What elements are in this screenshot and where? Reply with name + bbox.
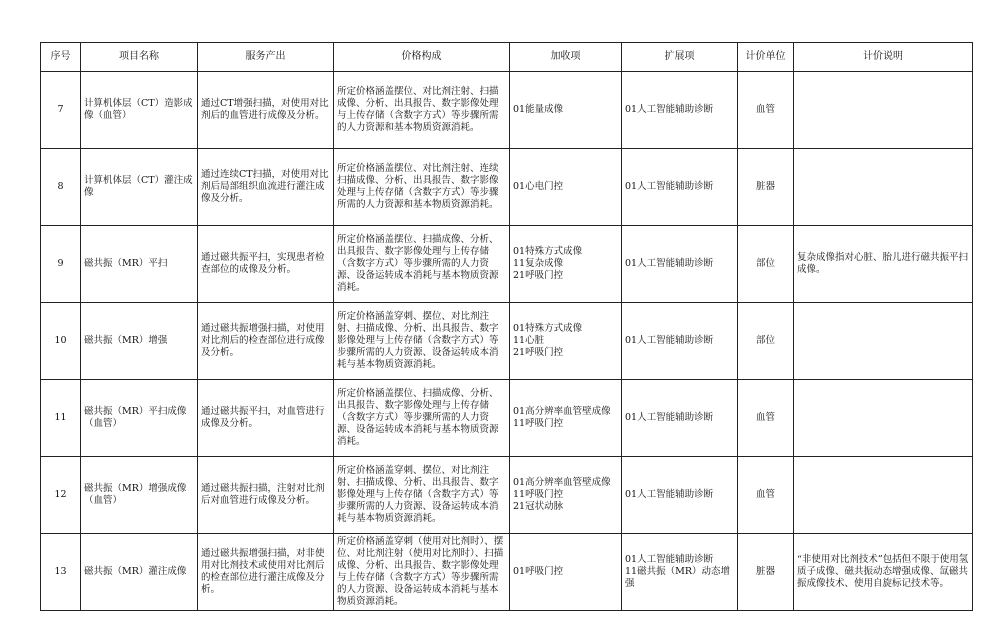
cell-name: 磁共振（MR）增强成像（血管）	[81, 457, 198, 534]
cell-output: 通过磁共振扫描，注射对比剂后对血管进行成像及分析。	[198, 457, 334, 534]
extension-item: 01人工智能辅助诊断	[625, 335, 714, 346]
header-cell-note: 计价说明	[794, 43, 973, 72]
extension-item: 01人工智能辅助诊断	[625, 104, 714, 115]
cell-unit: 血管	[738, 380, 794, 457]
cell-name: 磁共振（MR）灌注成像	[81, 534, 198, 611]
cell-unit: 血管	[738, 72, 794, 149]
cell-note: 复杂成像指对心脏、胎儿进行磁共振平扫成像。	[794, 226, 973, 303]
addon-item: 21呼吸门控	[513, 347, 564, 358]
extension-item: 11磁共振（MR）动态增强	[625, 566, 730, 589]
extension-item: 01人工智能辅助诊断	[625, 489, 714, 500]
header-cell-addons: 加收项	[510, 43, 622, 72]
cell-extensions	[622, 149, 738, 226]
cell-name: 磁共振（MR）增强	[81, 303, 198, 380]
cell-no: 12	[41, 457, 81, 534]
addon-item: 11呼吸门控	[513, 418, 564, 429]
cell-output: 通过连续CT扫描，对使用对比剂后局部组织血流进行灌注成像及分析。	[198, 149, 334, 226]
cell-extensions	[622, 457, 738, 534]
cell-price: 所定价格涵盖穿刺（使用对比剂时）、摆位、对比剂注射（使用对比剂时）、扫描成像、分析、出具报告、数字影像处理与上传存储（含数字方式）等步骤所需的人力资源、设备运转成本消耗与基本物质资源消耗。	[334, 534, 510, 611]
cell-addons	[510, 72, 622, 149]
cell-output: 通过磁共振平扫，实现患者检查部位的成像及分析。	[198, 226, 334, 303]
extension-item: 01人工智能辅助诊断	[625, 412, 714, 423]
extension-item: 01人工智能辅助诊断	[625, 181, 714, 192]
cell-no: 13	[41, 534, 81, 611]
cell-no: 7	[41, 72, 81, 149]
cell-addons	[510, 303, 622, 380]
addon-item: 11心脏	[513, 335, 545, 346]
cell-note	[794, 149, 973, 226]
table-row	[41, 149, 973, 226]
cell-unit: 脏器	[738, 534, 794, 611]
addon-item: 01呼吸门控	[513, 566, 564, 577]
header-cell-unit: 计价单位	[738, 43, 794, 72]
cell-name: 磁共振（MR）平扫成像（血管）	[81, 380, 198, 457]
header-cell-name: 项目名称	[81, 43, 198, 72]
cell-price: 所定价格涵盖摆位、扫描成像、分析、出具报告、数字影像处理与上传存储（含数字方式）等步骤所需的人力资源、设备运转成本消耗与基本物质资源消耗。	[334, 380, 510, 457]
cell-unit: 部位	[738, 303, 794, 380]
cell-extensions	[622, 226, 738, 303]
cell-addons	[510, 457, 622, 534]
cell-output: 通过CT增强扫描，对使用对比剂后的血管进行成像及分析。	[198, 72, 334, 149]
addon-item: 21冠状动脉	[513, 501, 564, 512]
header-cell-price: 价格构成	[334, 43, 510, 72]
header-cell-output: 服务产出	[198, 43, 334, 72]
cell-extensions	[622, 534, 738, 611]
header-cell-no: 序号	[41, 43, 81, 72]
cell-name: 计算机体层（CT）造影成像（血管）	[81, 72, 198, 149]
extension-item: 01人工智能辅助诊断	[625, 258, 714, 269]
cell-note	[794, 72, 973, 149]
table-row	[41, 226, 973, 303]
cell-name: 磁共振（MR）平扫	[81, 226, 198, 303]
addon-item: 01特殊方式成像	[513, 323, 583, 334]
cell-output: 通过磁共振增强扫描，对非使用对比剂技术或使用对比剂后的检查部位进行灌注成像及分析。	[198, 534, 334, 611]
cell-price: 所定价格涵盖摆位、对比剂注射、扫描成像、分析、出具报告、数字影像处理与上传存储（含数字方式）等步骤所需的人力资源和基本物质资源消耗。	[334, 72, 510, 149]
cell-price: 所定价格涵盖摆位、对比剂注射、连续扫描成像、分析、出具报告、数字影像处理与上传存储（含数字方式）等步骤所需的人力资源和基本物质资源消耗。	[334, 149, 510, 226]
cell-note	[794, 380, 973, 457]
cell-no: 8	[41, 149, 81, 226]
extension-item: 01人工智能辅助诊断	[625, 554, 714, 565]
header-cell-extensions: 扩展项	[622, 43, 738, 72]
table-row	[41, 72, 973, 149]
table-row	[41, 457, 973, 534]
cell-note	[794, 303, 973, 380]
header-row	[41, 43, 973, 72]
cell-price: 所定价格涵盖穿刺、摆位、对比剂注射、扫描成像、分析、出具报告、数字影像处理与上传存储（含数字方式）等步骤所需的人力资源、设备运转成本消耗与基本物质资源消耗。	[334, 457, 510, 534]
cell-output: 通过磁共振增强扫描，对使用对比剂后的检查部位进行成像及分析。	[198, 303, 334, 380]
cell-unit: 部位	[738, 226, 794, 303]
cell-unit: 血管	[738, 457, 794, 534]
cell-extensions	[622, 303, 738, 380]
cell-addons	[510, 380, 622, 457]
addon-item: 01能量成像	[513, 104, 564, 115]
cell-price: 所定价格涵盖摆位、扫描成像、分析、出具报告、数字影像处理与上传存储（含数字方式）等步骤所需的人力资源、设备运转成本消耗与基本物质资源消耗。	[334, 226, 510, 303]
addon-item: 21呼吸门控	[513, 270, 564, 281]
cell-note	[794, 457, 973, 534]
addon-item: 01心电门控	[513, 181, 564, 192]
cell-extensions	[622, 380, 738, 457]
addon-item: 01高分辨率血管壁成像	[513, 477, 611, 488]
cell-name: 计算机体层（CT）灌注成像	[81, 149, 198, 226]
cell-addons	[510, 226, 622, 303]
addon-item: 01高分辨率血管壁成像	[513, 406, 611, 417]
cell-no: 10	[41, 303, 81, 380]
addon-item: 11复杂成像	[513, 258, 564, 269]
table-row	[41, 303, 973, 380]
cell-extensions	[622, 72, 738, 149]
cell-addons	[510, 534, 622, 611]
cell-output: 通过磁共振平扫，对血管进行成像及分析。	[198, 380, 334, 457]
cell-price: 所定价格涵盖穿刺、摆位、对比剂注射、扫描成像、分析、出具报告、数字影像处理与上传存储（含数字方式）等步骤所需的人力资源、设备运转成本消耗与基本物质资源消耗。	[334, 303, 510, 380]
addon-item: 01特殊方式成像	[513, 246, 583, 257]
table-row	[41, 380, 973, 457]
cell-unit: 脏器	[738, 149, 794, 226]
table-row	[41, 534, 973, 611]
pricing-table	[40, 42, 973, 611]
cell-no: 11	[41, 380, 81, 457]
cell-no: 9	[41, 226, 81, 303]
cell-addons	[510, 149, 622, 226]
addon-item: 11呼吸门控	[513, 489, 564, 500]
cell-note: “非使用对比剂技术”包括但不限于使用氢质子成像、磁共振动态增强成像、氙磁共振成像技术、使用自旋标记技术等。	[794, 534, 973, 611]
